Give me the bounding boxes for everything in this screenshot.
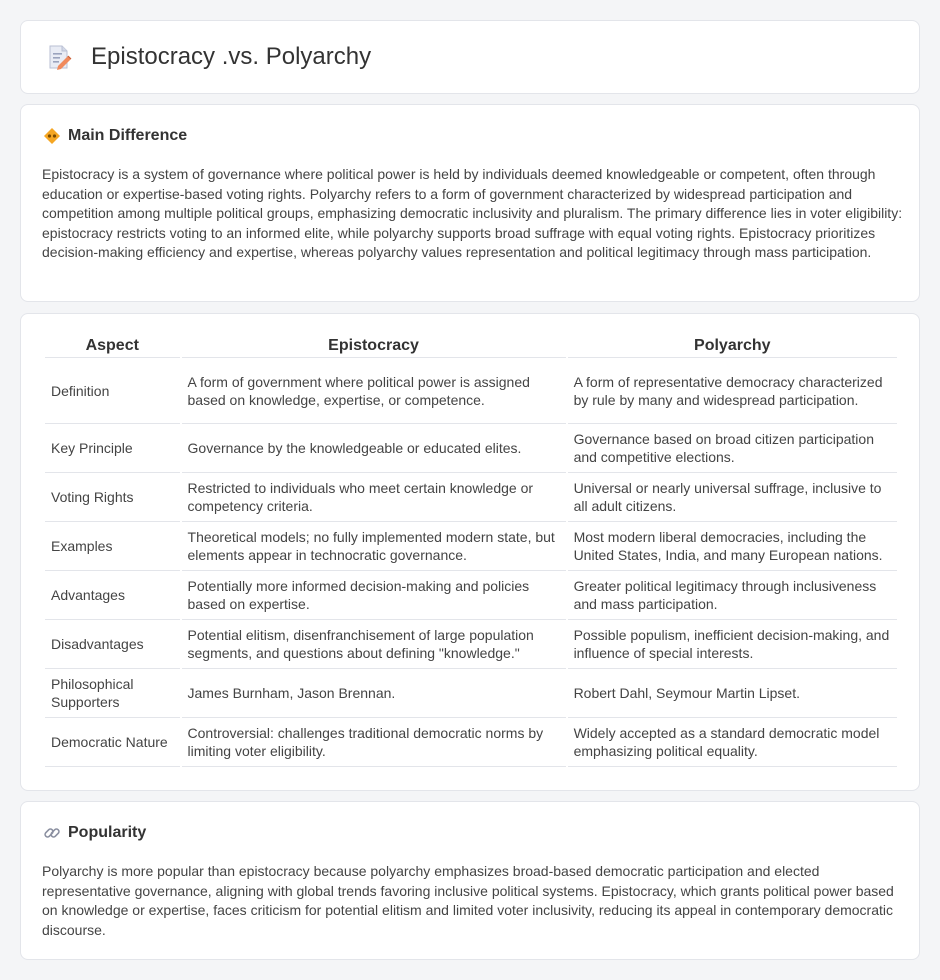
page-title: Epistocracy .vs. Polyarchy: [91, 43, 372, 70]
cell-epistocracy: Restricted to individuals who meet certain knowledge or competency criteria.: [182, 473, 566, 522]
cell-polyarchy: Universal or nearly universal suffrage, inclusive to all adult citizens.: [568, 473, 897, 522]
table-row: [45, 669, 897, 718]
cell-aspect: Advantages: [45, 571, 180, 620]
table-row: [45, 620, 897, 669]
main-difference-section: [20, 104, 920, 302]
cell-polyarchy: Most modern liberal democracies, including the United States, India, and many European nations.: [568, 522, 897, 571]
header-polyarchy: Polyarchy: [568, 336, 897, 358]
cell-polyarchy: Governance based on broad citizen participation and competitive elections.: [568, 424, 897, 473]
header-epistocracy: Epistocracy: [182, 336, 566, 358]
cell-epistocracy: Potentially more informed decision-making and policies based on expertise.: [182, 571, 566, 620]
cell-polyarchy: Robert Dahl, Seymour Martin Lipset.: [568, 669, 897, 718]
cell-polyarchy: Possible populism, inefficient decision-making, and influence of special interests.: [568, 620, 897, 669]
table-header-row: [45, 336, 897, 358]
cell-aspect: Definition: [45, 358, 180, 424]
table-row: [45, 522, 897, 571]
cell-polyarchy: A form of representative democracy characterized by rule by many and widespread participation.: [568, 358, 897, 424]
comparison-table: [43, 336, 899, 767]
cell-epistocracy: Governance by the knowledgeable or educated elites.: [182, 424, 566, 473]
cell-aspect: Examples: [45, 522, 180, 571]
cell-aspect: Democratic Nature: [45, 718, 180, 767]
table-row: [45, 358, 897, 424]
popularity-text: Polyarchy is more popular than epistocracy because polyarchy emphasizes broad-based democratic participation and elected representative governance, aligning with global trends favoring inclusive political systems. Epistocracy, which grants political power based on knowledge or expertise, faces criticism for potential elitism and limited voter inclusivity, reducing its appeal in contemporary democratic discourse.: [42, 863, 894, 938]
cell-aspect: Disadvantages: [45, 620, 180, 669]
table-row: [45, 473, 897, 522]
cell-epistocracy: A form of government where political power is assigned based on knowledge, expertise, or competence.: [182, 358, 566, 424]
cell-epistocracy: Potential elitism, disenfranchisement of large population segments, and questions about defining "knowledge.": [182, 620, 566, 669]
cell-polyarchy: Greater political legitimacy through inclusiveness and mass participation.: [568, 571, 897, 620]
title-card: [20, 20, 920, 94]
cell-epistocracy: Theoretical models; no fully implemented modern state, but elements appear in technocratic governance.: [182, 522, 566, 571]
compare-badge-icon: [43, 127, 61, 145]
cell-aspect: Key Principle: [45, 424, 180, 473]
link-icon: [43, 824, 61, 842]
popularity-heading: Popularity: [68, 824, 147, 841]
table-row: [45, 718, 897, 767]
main-difference-heading: Main Difference: [68, 127, 188, 144]
cell-aspect: Voting Rights: [45, 473, 180, 522]
cell-polyarchy: Widely accepted as a standard democratic model emphasizing political equality.: [568, 718, 897, 767]
cell-epistocracy: James Burnham, Jason Brennan.: [182, 669, 566, 718]
main-difference-text: Epistocracy is a system of governance where political power is held by individuals deemed knowledgeable or competent, often through education or expertise-based voting rights. Polyarchy refers to a form of government characterized by widespread participation and competition among multiple political groups, emphasizing democratic inclusivity and pluralism. The primary difference lies in voter eligibility: epistocracy restricts voting to an informed elite, while polyarchy supports broad suffrage with equal voting rights. Epistocracy prioritizes decision-making efficiency and expertise, whereas polyarchy values representation and political legitimacy through mass participation.: [42, 166, 903, 260]
comparison-table-card: [20, 313, 920, 791]
table-row: [45, 571, 897, 620]
header-aspect: Aspect: [45, 336, 180, 358]
cell-aspect: Philosophical Supporters: [45, 669, 180, 718]
table-row: [45, 424, 897, 473]
document-pencil-icon: [45, 43, 73, 71]
popularity-section: [20, 801, 920, 960]
cell-epistocracy: Controversial: challenges traditional democratic norms by limiting voter eligibility.: [182, 718, 566, 767]
